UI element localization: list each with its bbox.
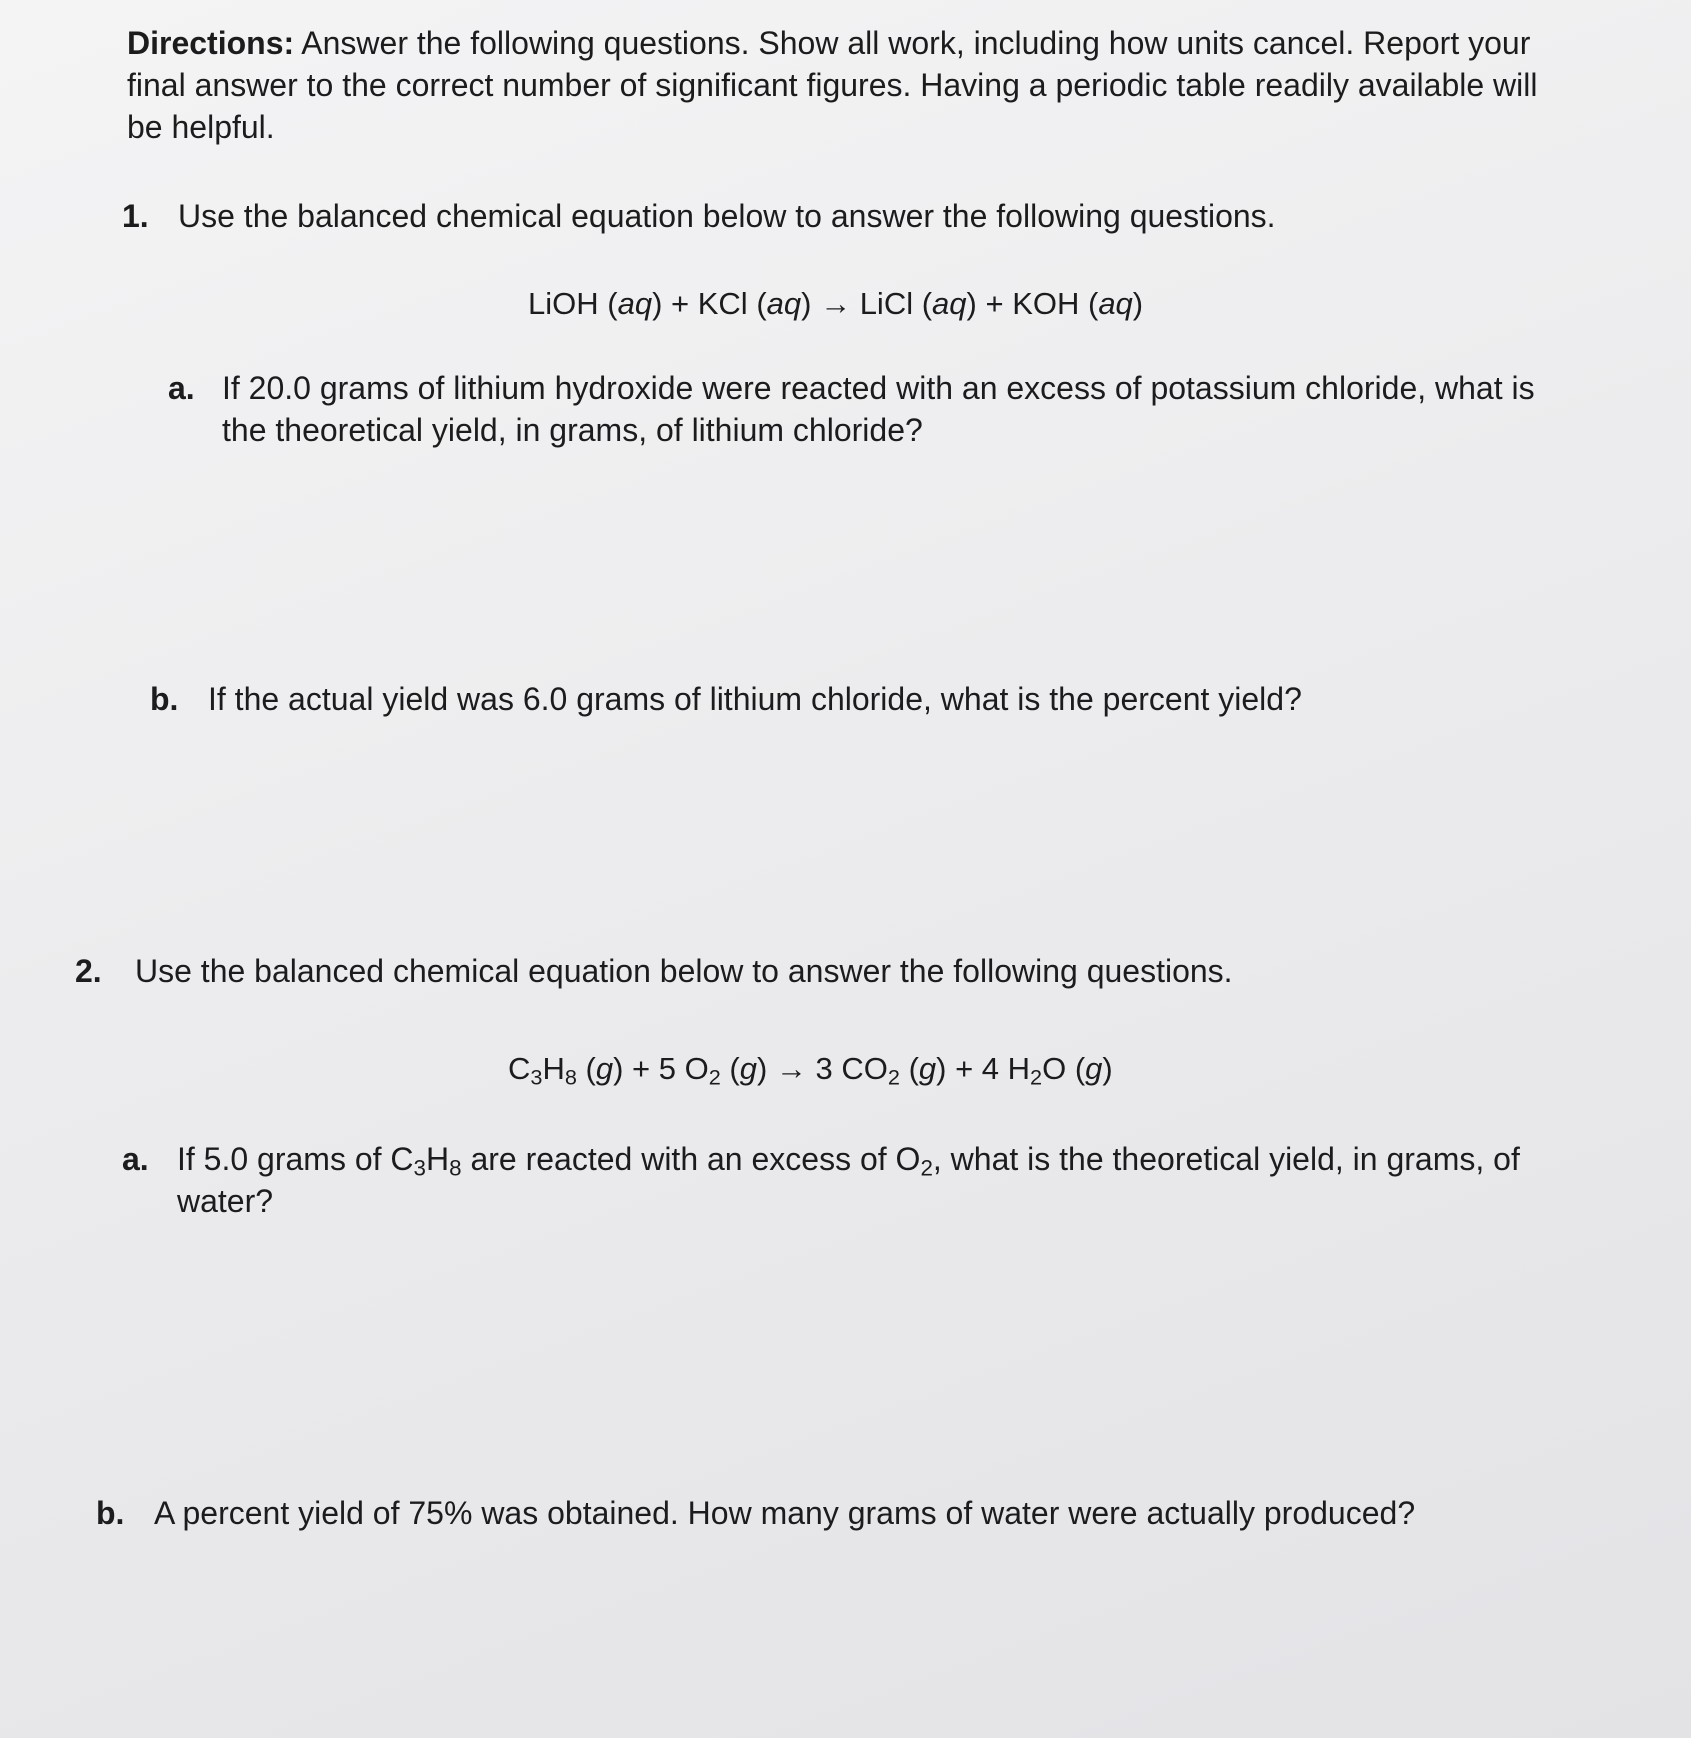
eq2-co2-sub: 2 xyxy=(887,1064,900,1090)
eq2-state-4: g xyxy=(1085,1051,1103,1086)
question-1b xyxy=(150,678,1550,720)
eq2-h: H xyxy=(542,1051,565,1086)
eq1-reactant-1: LiOH xyxy=(528,286,608,321)
question-2b-label: b. xyxy=(96,1495,125,1531)
eq2-h-sub: 8 xyxy=(564,1064,577,1090)
eq1-product-1: LiCl xyxy=(859,286,922,321)
question-1a xyxy=(168,367,1568,451)
directions-text: Answer the following questions. Show all work, including how units cancel. Report your final answer to the correct number of significant figures. Having a periodic table readily available will be helpful. xyxy=(127,25,1538,145)
question-1-text: Use the balanced chemical equation below to answer the following questions. xyxy=(178,198,1276,234)
question-2a-text: If 5.0 grams of $C_3H_8$ are reacted with an excess of $O_2$, what is the theoretical yield, in grams, of water? xyxy=(177,1141,1520,1219)
eq1-state-3: aq xyxy=(932,286,967,321)
eq2-h2o: + 4 H xyxy=(946,1051,1031,1086)
eq2-state-2: g xyxy=(739,1051,757,1086)
eq2-c-sub: 3 xyxy=(530,1064,543,1090)
eq2-state-1: g xyxy=(595,1051,614,1086)
eq2-arrow-co2: → 3 CO xyxy=(767,1051,888,1086)
eq1-state-1: aq xyxy=(617,286,653,321)
directions-label: Directions: xyxy=(127,25,295,61)
eq2-o2: + 5 O xyxy=(623,1051,709,1086)
question-1b-label: b. xyxy=(150,681,179,717)
question-2a xyxy=(122,1138,1562,1222)
eq1-plus-2: + xyxy=(976,286,1013,321)
eq2-o: O xyxy=(1042,1051,1067,1086)
eq2-c: C xyxy=(508,1051,531,1086)
eq1-product-2: KOH xyxy=(1012,286,1088,321)
question-1-prompt xyxy=(122,195,1276,237)
question-1a-text: If 20.0 grams of lithium hydroxide were reacted with an excess of potassium chloride, what is the theoretical yield, in grams, of lithium chloride? xyxy=(222,370,1535,448)
question-2-prompt xyxy=(75,950,1233,992)
question-2b-text: A percent yield of 75% was obtained. How many grams of water were actually produced? xyxy=(154,1495,1416,1531)
question-2-text: Use the balanced chemical equation below to answer the following questions. xyxy=(135,953,1233,989)
eq1-plus: + xyxy=(662,286,698,321)
eq1-state-2: aq xyxy=(766,286,802,321)
eq1-reactant-2: KCl xyxy=(697,286,757,321)
question-2a-label: a. xyxy=(122,1141,149,1177)
eq2-o2-sub: 2 xyxy=(708,1064,721,1090)
question-1a-label: a. xyxy=(168,370,195,406)
eq1-arrow: → xyxy=(811,286,860,321)
eq1-state-4: aq xyxy=(1098,286,1133,321)
eq2-h2o-sub: 2 xyxy=(1030,1064,1043,1090)
question-2b xyxy=(96,1492,1536,1534)
directions-paragraph xyxy=(127,22,1557,148)
eq2-state-3: g xyxy=(918,1051,937,1086)
question-1b-text: If the actual yield was 6.0 grams of lithium chloride, what is the percent yield? xyxy=(208,681,1302,717)
question-1-number: 1. xyxy=(122,198,149,234)
equation-2: $C_3H_8$ (g) + 5 $O_2$ (g) → 3 $CO_2$ (g) + 4 $H_2O$ (g) xyxy=(508,1051,1113,1090)
question-2-number: 2. xyxy=(75,953,102,989)
equation-1: LiOH (aq) + KCl (aq) → LiCl (aq) + KOH (aq) xyxy=(528,286,1144,321)
